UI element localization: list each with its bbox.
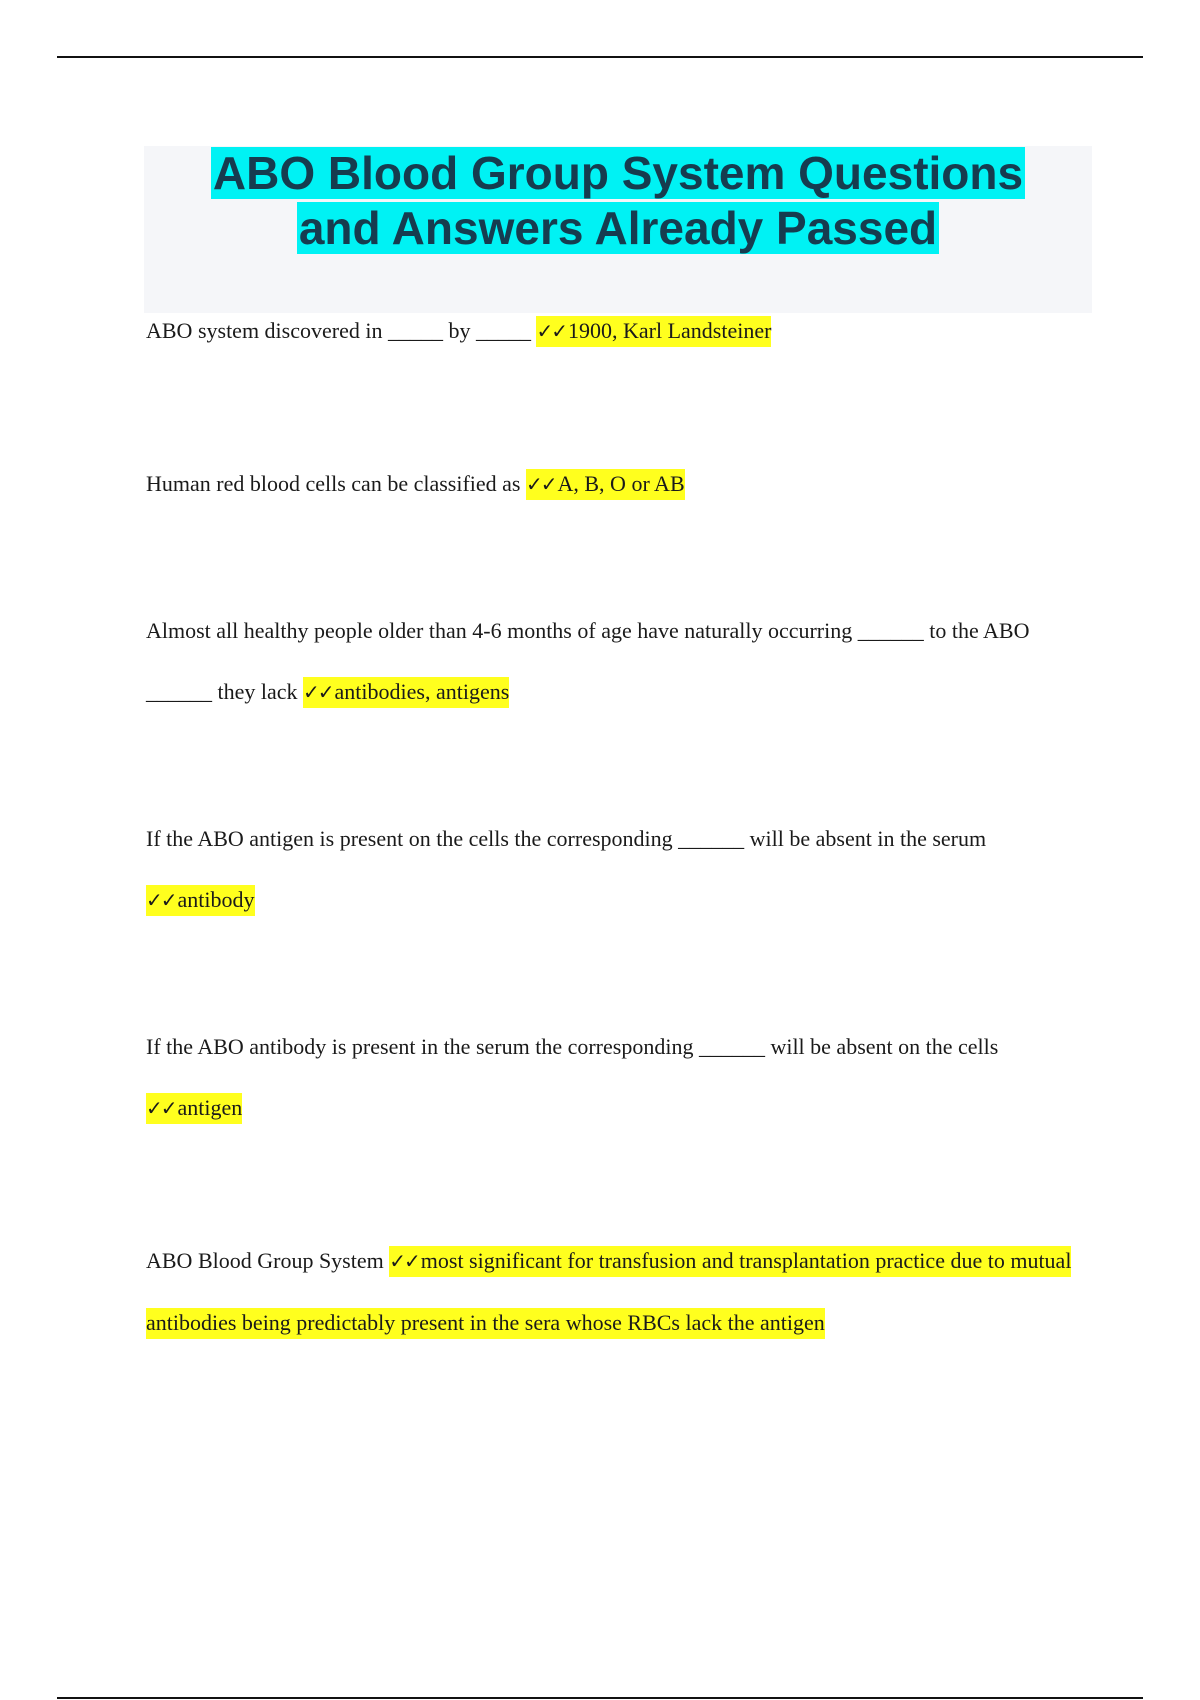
bottom-rule [57,1697,1143,1699]
answer-text: antigen [177,1095,243,1120]
answer-highlight [526,469,685,500]
qa-item-3 [146,600,1086,723]
answer-text: A, B, O or AB [557,471,685,496]
title-box [144,146,1092,313]
question-text: ABO system discovered in _____ by _____ [146,318,537,343]
answer-highlight [536,316,771,347]
double-check-icon: ✓✓ [536,319,566,343]
top-rule [57,56,1143,58]
qa-item-6 [146,1230,1086,1353]
question-text: If the ABO antibody is present in the serum the corresponding ______ will be absent on the cells [146,1034,999,1059]
title-line-1: ABO Blood Group System Questions [212,147,1024,199]
qa-item-5 [146,1016,1086,1139]
double-check-icon: ✓✓ [146,888,176,912]
double-check-icon: ✓✓ [389,1249,419,1273]
qa-item-2 [146,453,1086,515]
answer-text: antibodies, antigens [334,679,510,704]
double-check-icon: ✓✓ [525,472,556,496]
qa-item-4 [146,808,1086,931]
double-check-icon: ✓✓ [146,1096,176,1120]
question-text: If the ABO antigen is present on the cells the corresponding ______ will be absent in the serum [146,826,987,851]
document-title [144,146,1092,256]
answer-text: 1900, Karl Landsteiner [567,318,772,343]
answer-highlight [146,885,255,916]
question-text: Human red blood cells can be classified as [146,471,526,496]
question-text: Almost all healthy people older than 4-6 months of age have naturally occurring ______ to the ABO ______ they lack [146,618,1030,704]
answer-highlight [146,1093,242,1124]
answer-text: antibody [177,887,255,912]
qa-item-1 [146,300,1086,362]
answer-text: most significant for transfusion and transplantation practice due to mutual antibodies being predictably present in the sera whose RBCs lack the antigen [146,1248,1072,1335]
answer-highlight [303,677,509,708]
double-check-icon: ✓✓ [303,680,333,704]
question-text: ABO Blood Group System [146,1248,390,1273]
title-line-2: and Answers Already Passed [298,202,938,254]
